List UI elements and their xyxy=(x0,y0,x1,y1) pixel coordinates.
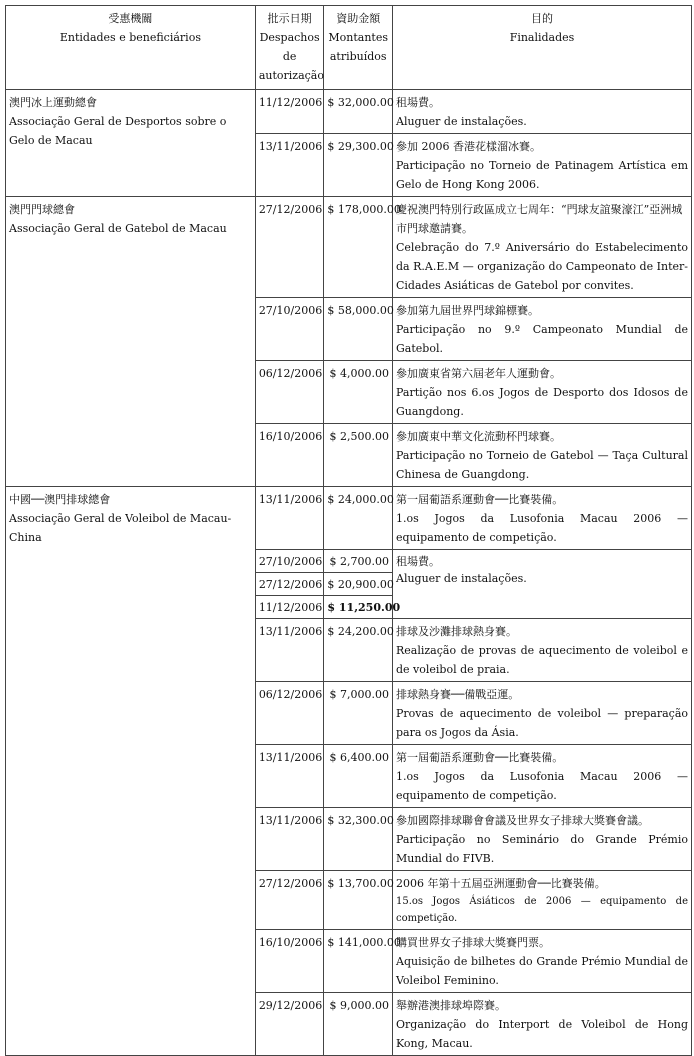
date-cell: 16/10/2006 xyxy=(255,424,324,487)
amount-cell: $ 6,400.00 xyxy=(324,745,393,808)
purpose-cell xyxy=(393,298,692,361)
table-row xyxy=(6,90,692,134)
header-date-pt: Despachos de autorização xyxy=(258,31,324,82)
purpose-zh: 舉辦港澳排球埠際賽。 xyxy=(396,999,506,1012)
amount-cell: $ 32,000.00 xyxy=(324,90,393,134)
amount-cell: $ 178,000.00 xyxy=(324,197,393,298)
date-cell: 13/11/2006 xyxy=(255,745,324,808)
date-cell: 13/11/2006 xyxy=(255,619,324,682)
amount-cell: $ 20,900.00 xyxy=(324,573,393,596)
header-amount-zh: 資助金額 xyxy=(336,12,381,25)
amount-cell: $ 24,000.00 xyxy=(324,487,393,550)
date-cell: 06/12/2006 xyxy=(255,682,324,745)
entity-cell xyxy=(6,487,256,1056)
purpose-cell xyxy=(393,550,692,619)
entity-name-pt: Associação Geral de Desportos sobre o Gelo de Macau xyxy=(9,115,227,147)
amount-cell: $ 9,000.00 xyxy=(324,993,393,1056)
header-purpose xyxy=(393,6,692,90)
purpose-zh: 租場費。 xyxy=(396,555,440,568)
date-cell: 13/11/2006 xyxy=(255,808,324,871)
purpose-cell xyxy=(393,993,692,1056)
entity-cell xyxy=(6,90,256,197)
purpose-pt: Participação no 9.º Campeonato Mundial de Gatebol. xyxy=(396,323,688,355)
amount-cell: $ 7,000.00 xyxy=(324,682,393,745)
amount-cell: $ 13,700.00 xyxy=(324,871,393,930)
purpose-zh: 參加廣東省第六屆老年人運動會。 xyxy=(396,367,561,380)
date-cell: 11/12/2006 xyxy=(255,596,324,619)
purpose-cell xyxy=(393,424,692,487)
purpose-pt: Participação no Torneio de Patinagem Artística em Gelo de Hong Kong 2006. xyxy=(396,159,688,191)
purpose-cell xyxy=(393,682,692,745)
purpose-pt: Participação no Seminário do Grande Prémio Mundial do FIVB. xyxy=(396,833,688,865)
purpose-pt: Aluguer de instalações. xyxy=(396,572,527,585)
entity-name-pt: Associação Geral de Gatebol de Macau xyxy=(9,222,227,235)
date-cell: 27/10/2006 xyxy=(255,550,324,573)
purpose-cell xyxy=(393,871,692,930)
header-amount-pt: Montantes atribuídos xyxy=(328,31,388,63)
table-header-row xyxy=(6,6,692,90)
purpose-zh: 租場費。 xyxy=(396,96,440,109)
date-cell: 11/12/2006 xyxy=(255,90,324,134)
purpose-pt: Partição nos 6.os Jogos de Desporto dos Idosos de Guangdong. xyxy=(396,386,688,418)
amount-cell: $ 4,000.00 xyxy=(324,361,393,424)
table-row xyxy=(6,197,692,298)
amount-cell: $ 24,200.00 xyxy=(324,619,393,682)
date-cell: 27/10/2006 xyxy=(255,298,324,361)
purpose-pt: Aquisição de bilhetes do Grande Prémio Mundial de Voleibol Feminino. xyxy=(396,955,688,987)
purpose-pt: 1.os Jogos da Lusofonia Macau 2006 — equipamento de competição. xyxy=(396,512,688,544)
header-purpose-zh: 目的 xyxy=(531,12,553,25)
purpose-pt: Participação no Torneio de Gatebol — Taça Cultural Chinesa de Guangdong. xyxy=(396,449,688,481)
header-entities xyxy=(6,6,256,90)
header-amount xyxy=(324,6,393,90)
purpose-pt: Organização do Interport de Voleibol de Hong Kong, Macau. xyxy=(396,1018,688,1050)
purpose-cell xyxy=(393,361,692,424)
amount-cell: $ 2,700.00 xyxy=(324,550,393,573)
purpose-zh: 排球及沙灘排球熱身賽。 xyxy=(396,625,517,638)
purpose-pt: Celebração do 7.º Aniversário do Estabelecimento da R.A.E.M — organização do Campeonato de Inter-Cidades Asiáticas de Gatebol por convites. xyxy=(396,241,688,292)
subsidy-table xyxy=(5,5,692,1056)
header-date xyxy=(255,6,324,90)
date-cell: 27/12/2006 xyxy=(255,573,324,596)
purpose-zh: 第一屆葡語系運動會──比賽裝備。 xyxy=(396,493,564,506)
date-cell: 27/12/2006 xyxy=(255,871,324,930)
purpose-zh: 慶祝澳門特別行政區成立七周年：“門球友誼聚濠江”亞洲城市門球邀請賽。 xyxy=(396,203,683,235)
entity-name-zh: 澳門門球總會 xyxy=(9,203,75,216)
date-cell: 13/11/2006 xyxy=(255,134,324,197)
date-cell: 13/11/2006 xyxy=(255,487,324,550)
purpose-zh: 第一屆葡語系運動會──比賽裝備。 xyxy=(396,751,564,764)
purpose-cell xyxy=(393,90,692,134)
purpose-cell xyxy=(393,487,692,550)
purpose-zh: 購買世界女子排球大獎賽門票。 xyxy=(396,936,550,949)
purpose-zh: 參加廣東中華文化流動杯門球賽。 xyxy=(396,430,561,443)
purpose-pt: Provas de aquecimento de voleibol — preparação para os Jogos da Ásia. xyxy=(396,707,688,739)
amount-cell: $ 141,000.00 xyxy=(324,930,393,993)
purpose-cell xyxy=(393,134,692,197)
purpose-cell xyxy=(393,808,692,871)
header-date-zh: 批示日期 xyxy=(267,12,312,25)
table-row xyxy=(6,487,692,550)
purpose-cell xyxy=(393,197,692,298)
amount-cell: $ 32,300.00 xyxy=(324,808,393,871)
header-entities-zh: 受惠機關 xyxy=(108,12,153,25)
entity-name-zh: 澳門冰上運動總會 xyxy=(9,96,97,109)
purpose-cell xyxy=(393,619,692,682)
entity-cell xyxy=(6,197,256,487)
purpose-pt: 15.os Jogos Ásiáticos de 2006 — equipamento de competição. xyxy=(396,896,688,924)
purpose-cell xyxy=(393,930,692,993)
amount-cell: $ 11,250.00 xyxy=(324,596,393,619)
date-cell: 16/10/2006 xyxy=(255,930,324,993)
date-cell: 29/12/2006 xyxy=(255,993,324,1056)
purpose-pt: Aluguer de instalações. xyxy=(396,115,527,128)
purpose-zh: 2006 年第十五屆亞洲運動會──比賽裝備。 xyxy=(396,877,606,890)
date-cell: 27/12/2006 xyxy=(255,197,324,298)
date-cell: 06/12/2006 xyxy=(255,361,324,424)
entity-name-zh: 中國──澳門排球總會 xyxy=(9,493,111,506)
header-purpose-pt: Finalidades xyxy=(509,31,575,44)
amount-cell: $ 58,000.00 xyxy=(324,298,393,361)
purpose-pt: 1.os Jogos da Lusofonia Macau 2006 — equipamento de competição. xyxy=(396,770,688,802)
purpose-pt: Realização de provas de aquecimento de voleibol e de voleibol de praia. xyxy=(396,644,688,676)
purpose-zh: 排球熱身賽──備戰亞運。 xyxy=(396,688,520,701)
amount-cell: $ 2,500.00 xyxy=(324,424,393,487)
purpose-zh: 參加 2006 香港花樣溜冰賽。 xyxy=(396,140,541,153)
purpose-zh: 參加第九屆世界門球錦標賽。 xyxy=(396,304,539,317)
amount-cell: $ 29,300.00 xyxy=(324,134,393,197)
purpose-zh: 參加國際排球聯會會議及世界女子排球大獎賽會議。 xyxy=(396,814,649,827)
entity-name-pt: Associação Geral de Voleibol de Macau-China xyxy=(9,512,232,544)
header-entities-pt: Entidades e beneficiários xyxy=(59,31,201,44)
purpose-cell xyxy=(393,745,692,808)
